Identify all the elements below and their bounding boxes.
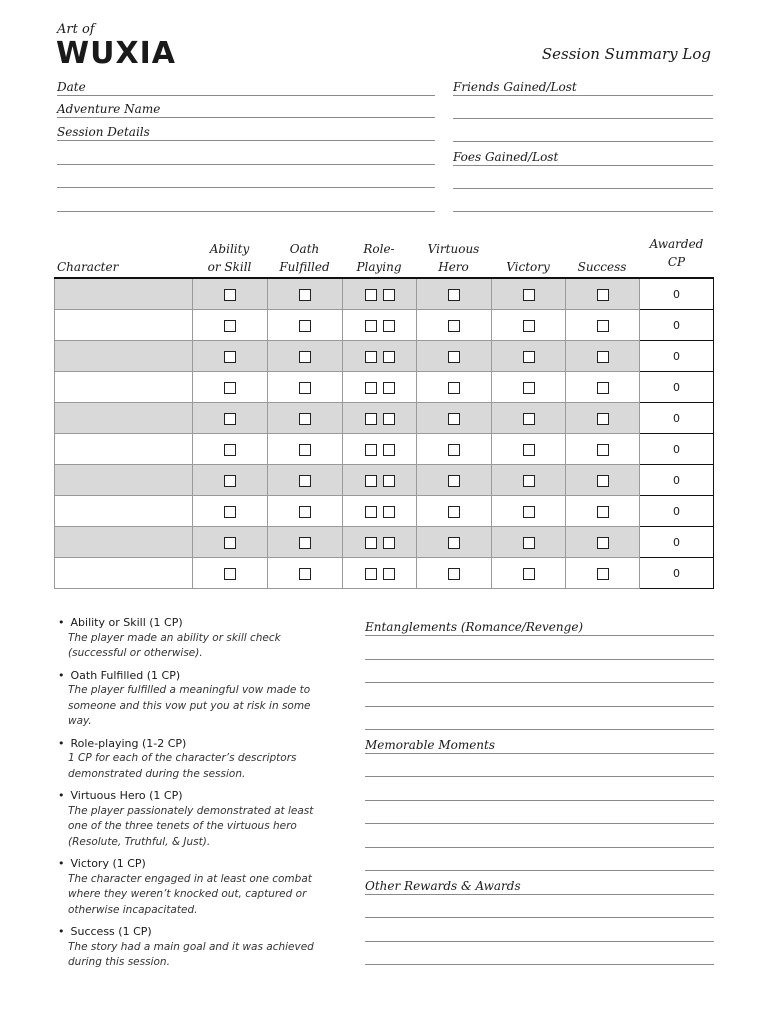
role-playing-checkbox-1[interactable] — [365, 289, 377, 301]
character-name-cell[interactable] — [55, 372, 193, 403]
header-awarded-line1: Awarded — [649, 237, 704, 251]
friends-field-line[interactable] — [453, 95, 713, 96]
virtuous-hero-checkbox[interactable] — [448, 289, 460, 301]
awarded-cp-cell: 0 — [640, 278, 714, 310]
entanglements-line[interactable] — [365, 706, 714, 707]
adventure-name-field-line[interactable] — [57, 117, 435, 118]
entanglements-line[interactable] — [365, 682, 714, 683]
oath-checkbox[interactable] — [299, 537, 311, 549]
oath-checkbox[interactable] — [299, 506, 311, 518]
awarded-cp-cell: 0 — [640, 310, 714, 341]
victory-checkbox[interactable] — [523, 568, 535, 580]
virtuous-hero-checkbox[interactable] — [448, 382, 460, 394]
role-playing-checkbox-2[interactable] — [383, 475, 395, 487]
memorable-line[interactable] — [365, 870, 714, 871]
character-name-cell[interactable] — [55, 403, 193, 434]
memorable-line[interactable] — [365, 776, 714, 777]
header-character: Character — [57, 260, 119, 274]
success-checkbox[interactable] — [597, 351, 609, 363]
oath-checkbox[interactable] — [299, 475, 311, 487]
header-ability-line2: or Skill — [207, 260, 252, 274]
friends-line[interactable] — [453, 141, 713, 142]
table-row — [55, 558, 714, 589]
ability-checkbox[interactable] — [224, 506, 236, 518]
ability-checkbox[interactable] — [224, 568, 236, 580]
legend-title: • Oath Fulfilled (1 CP) — [58, 668, 333, 684]
role-playing-checkbox-2[interactable] — [383, 444, 395, 456]
legend-desc: The character engaged in at least one combat where they weren’t knocked out, captured or otherwise incapacitated. — [68, 872, 312, 916]
character-name-cell[interactable] — [55, 465, 193, 496]
role-playing-checkbox-1[interactable] — [365, 444, 377, 456]
oath-checkbox[interactable] — [299, 320, 311, 332]
ability-checkbox[interactable] — [224, 382, 236, 394]
table-row — [55, 310, 714, 341]
other-rewards-field-line[interactable] — [365, 894, 714, 895]
legend-item — [58, 736, 333, 783]
success-checkbox[interactable] — [597, 289, 609, 301]
entanglements-line[interactable] — [365, 729, 714, 730]
legend-item — [58, 788, 333, 850]
oath-checkbox[interactable] — [299, 444, 311, 456]
role-playing-checkbox-1[interactable] — [365, 382, 377, 394]
table-row — [55, 527, 714, 558]
role-playing-checkbox-1[interactable] — [365, 351, 377, 363]
header-virtuous-line1: Virtuous — [427, 242, 480, 256]
foes-label: Foes Gained/Lost — [453, 150, 559, 164]
header-oath-line2: Fulfilled — [279, 260, 330, 274]
success-checkbox[interactable] — [597, 475, 609, 487]
session-details-line[interactable] — [57, 187, 435, 188]
header-ability-line1: Ability — [209, 242, 250, 256]
legend-desc: The player passionately demonstrated at least one of the three tenets of the virtuous hero (Resolute, Truthful, & Just). — [68, 804, 314, 848]
brand-subtitle: Art of — [57, 22, 95, 37]
foes-line[interactable] — [453, 211, 713, 212]
legend-title: • Victory (1 CP) — [58, 856, 333, 872]
session-details-line[interactable] — [57, 164, 435, 165]
header-success: Success — [577, 260, 627, 274]
awarded-cp-cell: 0 — [640, 558, 714, 589]
character-name-cell[interactable] — [55, 558, 193, 589]
virtuous-hero-checkbox[interactable] — [448, 537, 460, 549]
legend-desc: The player made an ability or skill check (successful or otherwise). — [68, 631, 281, 659]
date-label: Date — [57, 80, 86, 94]
legend-item — [58, 856, 333, 918]
ability-checkbox[interactable] — [224, 475, 236, 487]
awarded-cp-cell: 0 — [640, 527, 714, 558]
ability-checkbox[interactable] — [224, 413, 236, 425]
legend-desc: The player fulfilled a meaningful vow made to someone and this vow put you at risk in some way. — [68, 684, 311, 727]
table-body — [55, 278, 714, 589]
role-playing-checkbox-1[interactable] — [365, 320, 377, 332]
role-playing-checkbox-1[interactable] — [365, 413, 377, 425]
header-virtuous-line2: Hero — [438, 260, 469, 274]
role-playing-checkbox-2[interactable] — [383, 320, 395, 332]
role-playing-checkbox-2[interactable] — [383, 351, 395, 363]
victory-checkbox[interactable] — [523, 506, 535, 518]
victory-checkbox[interactable] — [523, 444, 535, 456]
ability-checkbox[interactable] — [224, 289, 236, 301]
table-row — [55, 403, 714, 434]
success-checkbox[interactable] — [597, 506, 609, 518]
friends-label: Friends Gained/Lost — [453, 80, 577, 94]
success-checkbox[interactable] — [597, 444, 609, 456]
entanglements-line[interactable] — [365, 659, 714, 660]
role-playing-checkbox-2[interactable] — [383, 289, 395, 301]
awarded-cp-cell: 0 — [640, 403, 714, 434]
character-name-cell[interactable] — [55, 527, 193, 558]
session-details-field-line[interactable] — [57, 140, 435, 141]
legend-item — [58, 615, 333, 662]
session-log-table — [54, 277, 714, 589]
role-playing-checkbox-1[interactable] — [365, 568, 377, 580]
awarded-cp-cell: 0 — [640, 465, 714, 496]
legend-desc: 1 CP for each of the character’s descriptors demonstrated during the session. — [68, 752, 297, 780]
memorable-line[interactable] — [365, 800, 714, 801]
page-title: Session Summary Log — [541, 45, 711, 63]
legend-title: • Role-playing (1-2 CP) — [58, 736, 333, 752]
header-role-line1: Role- — [363, 242, 395, 256]
legend-title: • Ability or Skill (1 CP) — [58, 615, 333, 631]
friends-line[interactable] — [453, 118, 713, 119]
role-playing-checkbox-1[interactable] — [365, 475, 377, 487]
table-row — [55, 341, 714, 372]
legend-title: • Success (1 CP) — [58, 924, 333, 940]
date-field-line[interactable] — [57, 95, 435, 96]
character-name-cell[interactable] — [55, 310, 193, 341]
victory-checkbox[interactable] — [523, 351, 535, 363]
other-rewards-label: Other Rewards & Awards — [365, 879, 524, 893]
table-row — [55, 372, 714, 403]
header-ability — [192, 240, 267, 276]
victory-checkbox[interactable] — [523, 413, 535, 425]
victory-checkbox[interactable] — [523, 475, 535, 487]
session-details-line[interactable] — [57, 211, 435, 212]
ability-checkbox[interactable] — [224, 444, 236, 456]
oath-checkbox[interactable] — [299, 289, 311, 301]
role-playing-checkbox-2[interactable] — [383, 537, 395, 549]
legend-item — [58, 668, 333, 730]
oath-checkbox[interactable] — [299, 351, 311, 363]
role-playing-checkbox-1[interactable] — [365, 537, 377, 549]
oath-checkbox[interactable] — [299, 568, 311, 580]
character-name-cell[interactable] — [55, 434, 193, 465]
entanglements-field-line[interactable] — [365, 635, 714, 636]
success-checkbox[interactable] — [597, 320, 609, 332]
success-checkbox[interactable] — [597, 537, 609, 549]
table-row — [55, 434, 714, 465]
memorable-moments-label: Memorable Moments — [365, 738, 498, 752]
success-checkbox[interactable] — [597, 382, 609, 394]
character-name-cell[interactable] — [55, 341, 193, 372]
character-name-cell[interactable] — [55, 496, 193, 527]
other-rewards-line[interactable] — [365, 941, 714, 942]
ability-checkbox[interactable] — [224, 320, 236, 332]
header-victory: Victory — [506, 260, 550, 274]
awarded-cp-cell: 0 — [640, 372, 714, 403]
virtuous-hero-checkbox[interactable] — [448, 413, 460, 425]
legend-item — [58, 924, 333, 971]
role-playing-checkbox-2[interactable] — [383, 568, 395, 580]
role-playing-checkbox-2[interactable] — [383, 506, 395, 518]
oath-checkbox[interactable] — [299, 413, 311, 425]
header-awarded-line2: CP — [667, 255, 686, 269]
virtuous-hero-checkbox[interactable] — [448, 506, 460, 518]
victory-checkbox[interactable] — [523, 289, 535, 301]
table-row — [55, 496, 714, 527]
character-name-cell[interactable] — [55, 278, 193, 310]
table-row — [55, 465, 714, 496]
role-playing-checkbox-1[interactable] — [365, 506, 377, 518]
other-rewards-line[interactable] — [365, 917, 714, 918]
legend-desc: The story had a main goal and it was achieved during this session. — [68, 940, 314, 968]
awarded-cp-cell: 0 — [640, 496, 714, 527]
table-row — [55, 278, 714, 310]
header-virtuous-hero — [416, 240, 491, 276]
header-role-playing — [342, 240, 416, 276]
legend-title: • Virtuous Hero (1 CP) — [58, 788, 333, 804]
brand-logo: WUXIA — [56, 36, 176, 71]
adventure-name-label: Adventure Name — [57, 102, 161, 116]
virtuous-hero-checkbox[interactable] — [448, 351, 460, 363]
awarded-cp-cell: 0 — [640, 434, 714, 465]
cp-legend — [58, 615, 333, 977]
victory-checkbox[interactable] — [523, 320, 535, 332]
session-details-label: Session Details — [57, 125, 150, 139]
virtuous-hero-checkbox[interactable] — [448, 444, 460, 456]
oath-checkbox[interactable] — [299, 382, 311, 394]
header-oath-line1: Oath — [289, 242, 320, 256]
header-oath — [267, 240, 342, 276]
success-checkbox[interactable] — [597, 413, 609, 425]
ability-checkbox[interactable] — [224, 351, 236, 363]
header-awarded-cp — [639, 235, 714, 271]
virtuous-hero-checkbox[interactable] — [448, 320, 460, 332]
foes-field-line[interactable] — [453, 165, 713, 166]
awarded-cp-cell: 0 — [640, 341, 714, 372]
header-role-line2: Playing — [356, 260, 402, 274]
foes-line[interactable] — [453, 188, 713, 189]
victory-checkbox[interactable] — [523, 382, 535, 394]
role-playing-checkbox-2[interactable] — [383, 413, 395, 425]
ability-checkbox[interactable] — [224, 537, 236, 549]
memorable-line[interactable] — [365, 823, 714, 824]
entanglements-label: Entanglements (Romance/Revenge) — [365, 620, 586, 634]
other-rewards-line[interactable] — [365, 964, 714, 965]
victory-checkbox[interactable] — [523, 537, 535, 549]
role-playing-checkbox-2[interactable] — [383, 382, 395, 394]
virtuous-hero-checkbox[interactable] — [448, 568, 460, 580]
success-checkbox[interactable] — [597, 568, 609, 580]
memorable-field-line[interactable] — [365, 753, 714, 754]
virtuous-hero-checkbox[interactable] — [448, 475, 460, 487]
memorable-line[interactable] — [365, 847, 714, 848]
